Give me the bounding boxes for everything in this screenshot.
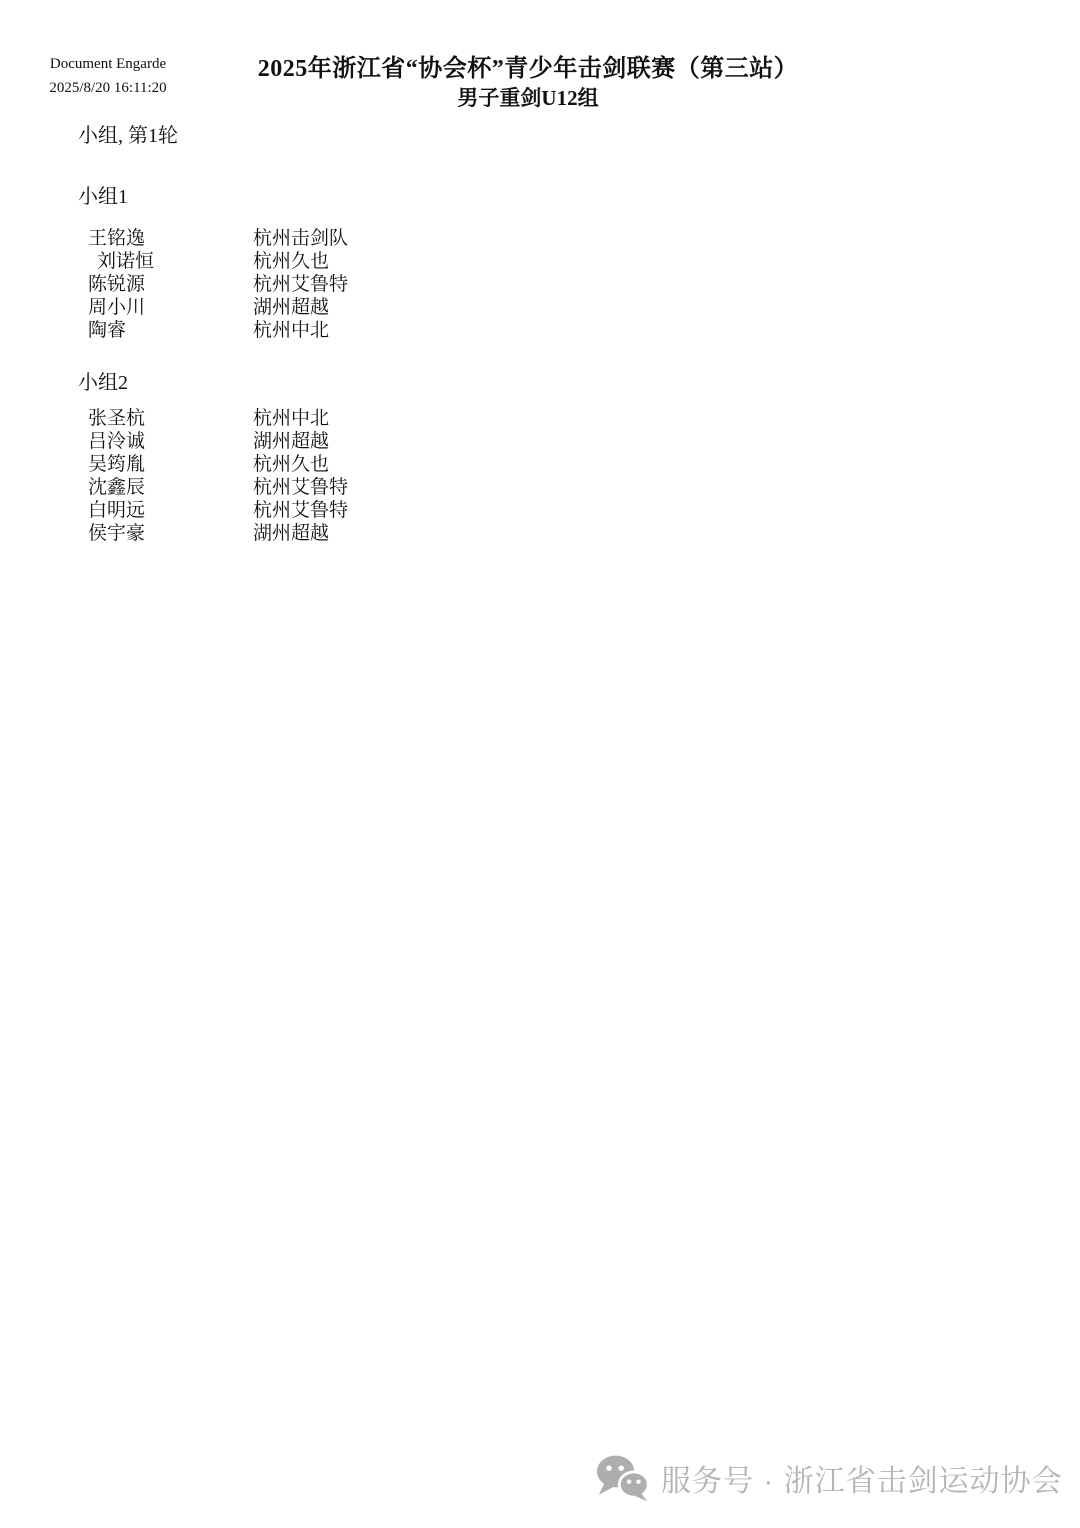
page-title: 2025年浙江省“协会杯”青少年击剑联赛（第三站）	[257, 56, 799, 82]
fencer-name: 沈鑫辰	[88, 477, 146, 498]
group-1-rows	[88, 227, 348, 342]
group-1-label: 小组1	[78, 186, 128, 208]
wechat-account-banner	[596, 1453, 1063, 1503]
fencer-club: 湖州超越	[253, 297, 330, 318]
fencer-name: 张圣杭	[88, 408, 146, 429]
round-label: 小组, 第1轮	[78, 125, 178, 147]
fencer-name: 陈锐源	[88, 274, 146, 295]
fencer-name: 周小川	[88, 297, 146, 318]
fencer-club: 杭州久也	[253, 454, 330, 475]
fencer-name: 刘诺恒	[97, 251, 155, 272]
fencer-row	[88, 296, 348, 319]
fencer-name: 王铭逸	[88, 228, 146, 249]
fencer-row	[88, 273, 348, 296]
fencer-row	[88, 522, 348, 545]
fencer-club: 杭州艾鲁特	[253, 274, 349, 295]
group-2-rows	[88, 407, 348, 545]
fencer-name: 吴筠胤	[88, 454, 146, 475]
wechat-icon	[596, 1453, 652, 1503]
fencer-row	[88, 319, 348, 342]
fencer-row	[88, 227, 348, 250]
fencer-club: 杭州久也	[253, 251, 330, 272]
fencer-row	[88, 453, 348, 476]
page-subtitle: 男子重剑U12组	[457, 86, 599, 110]
group-2-label: 小组2	[78, 372, 128, 394]
fencer-club: 杭州中北	[253, 408, 330, 429]
fencer-row	[88, 407, 348, 430]
document-timestamp: 2025/8/20 16:11:20	[49, 80, 167, 96]
fencer-name: 白明远	[88, 500, 146, 521]
fencer-name: 陶睿	[88, 320, 127, 341]
fencer-club: 杭州艾鲁特	[253, 477, 349, 498]
fencer-name: 吕泠诚	[88, 431, 146, 452]
fencer-club: 湖州超越	[253, 523, 330, 544]
fencer-row	[88, 250, 348, 273]
fencer-club: 杭州击剑队	[253, 228, 349, 249]
fencer-row	[88, 430, 348, 453]
fencer-club: 湖州超越	[253, 431, 330, 452]
fencer-club: 杭州艾鲁特	[253, 500, 349, 521]
fencer-row	[88, 476, 348, 499]
fencer-row	[88, 499, 348, 522]
fencer-club: 杭州中北	[253, 320, 330, 341]
document-generator-label: Document Engarde	[49, 56, 167, 72]
fencer-name: 侯宇豪	[88, 523, 146, 544]
wechat-account-text: 服务号 · 浙江省击剑运动协会	[661, 1465, 1063, 1498]
